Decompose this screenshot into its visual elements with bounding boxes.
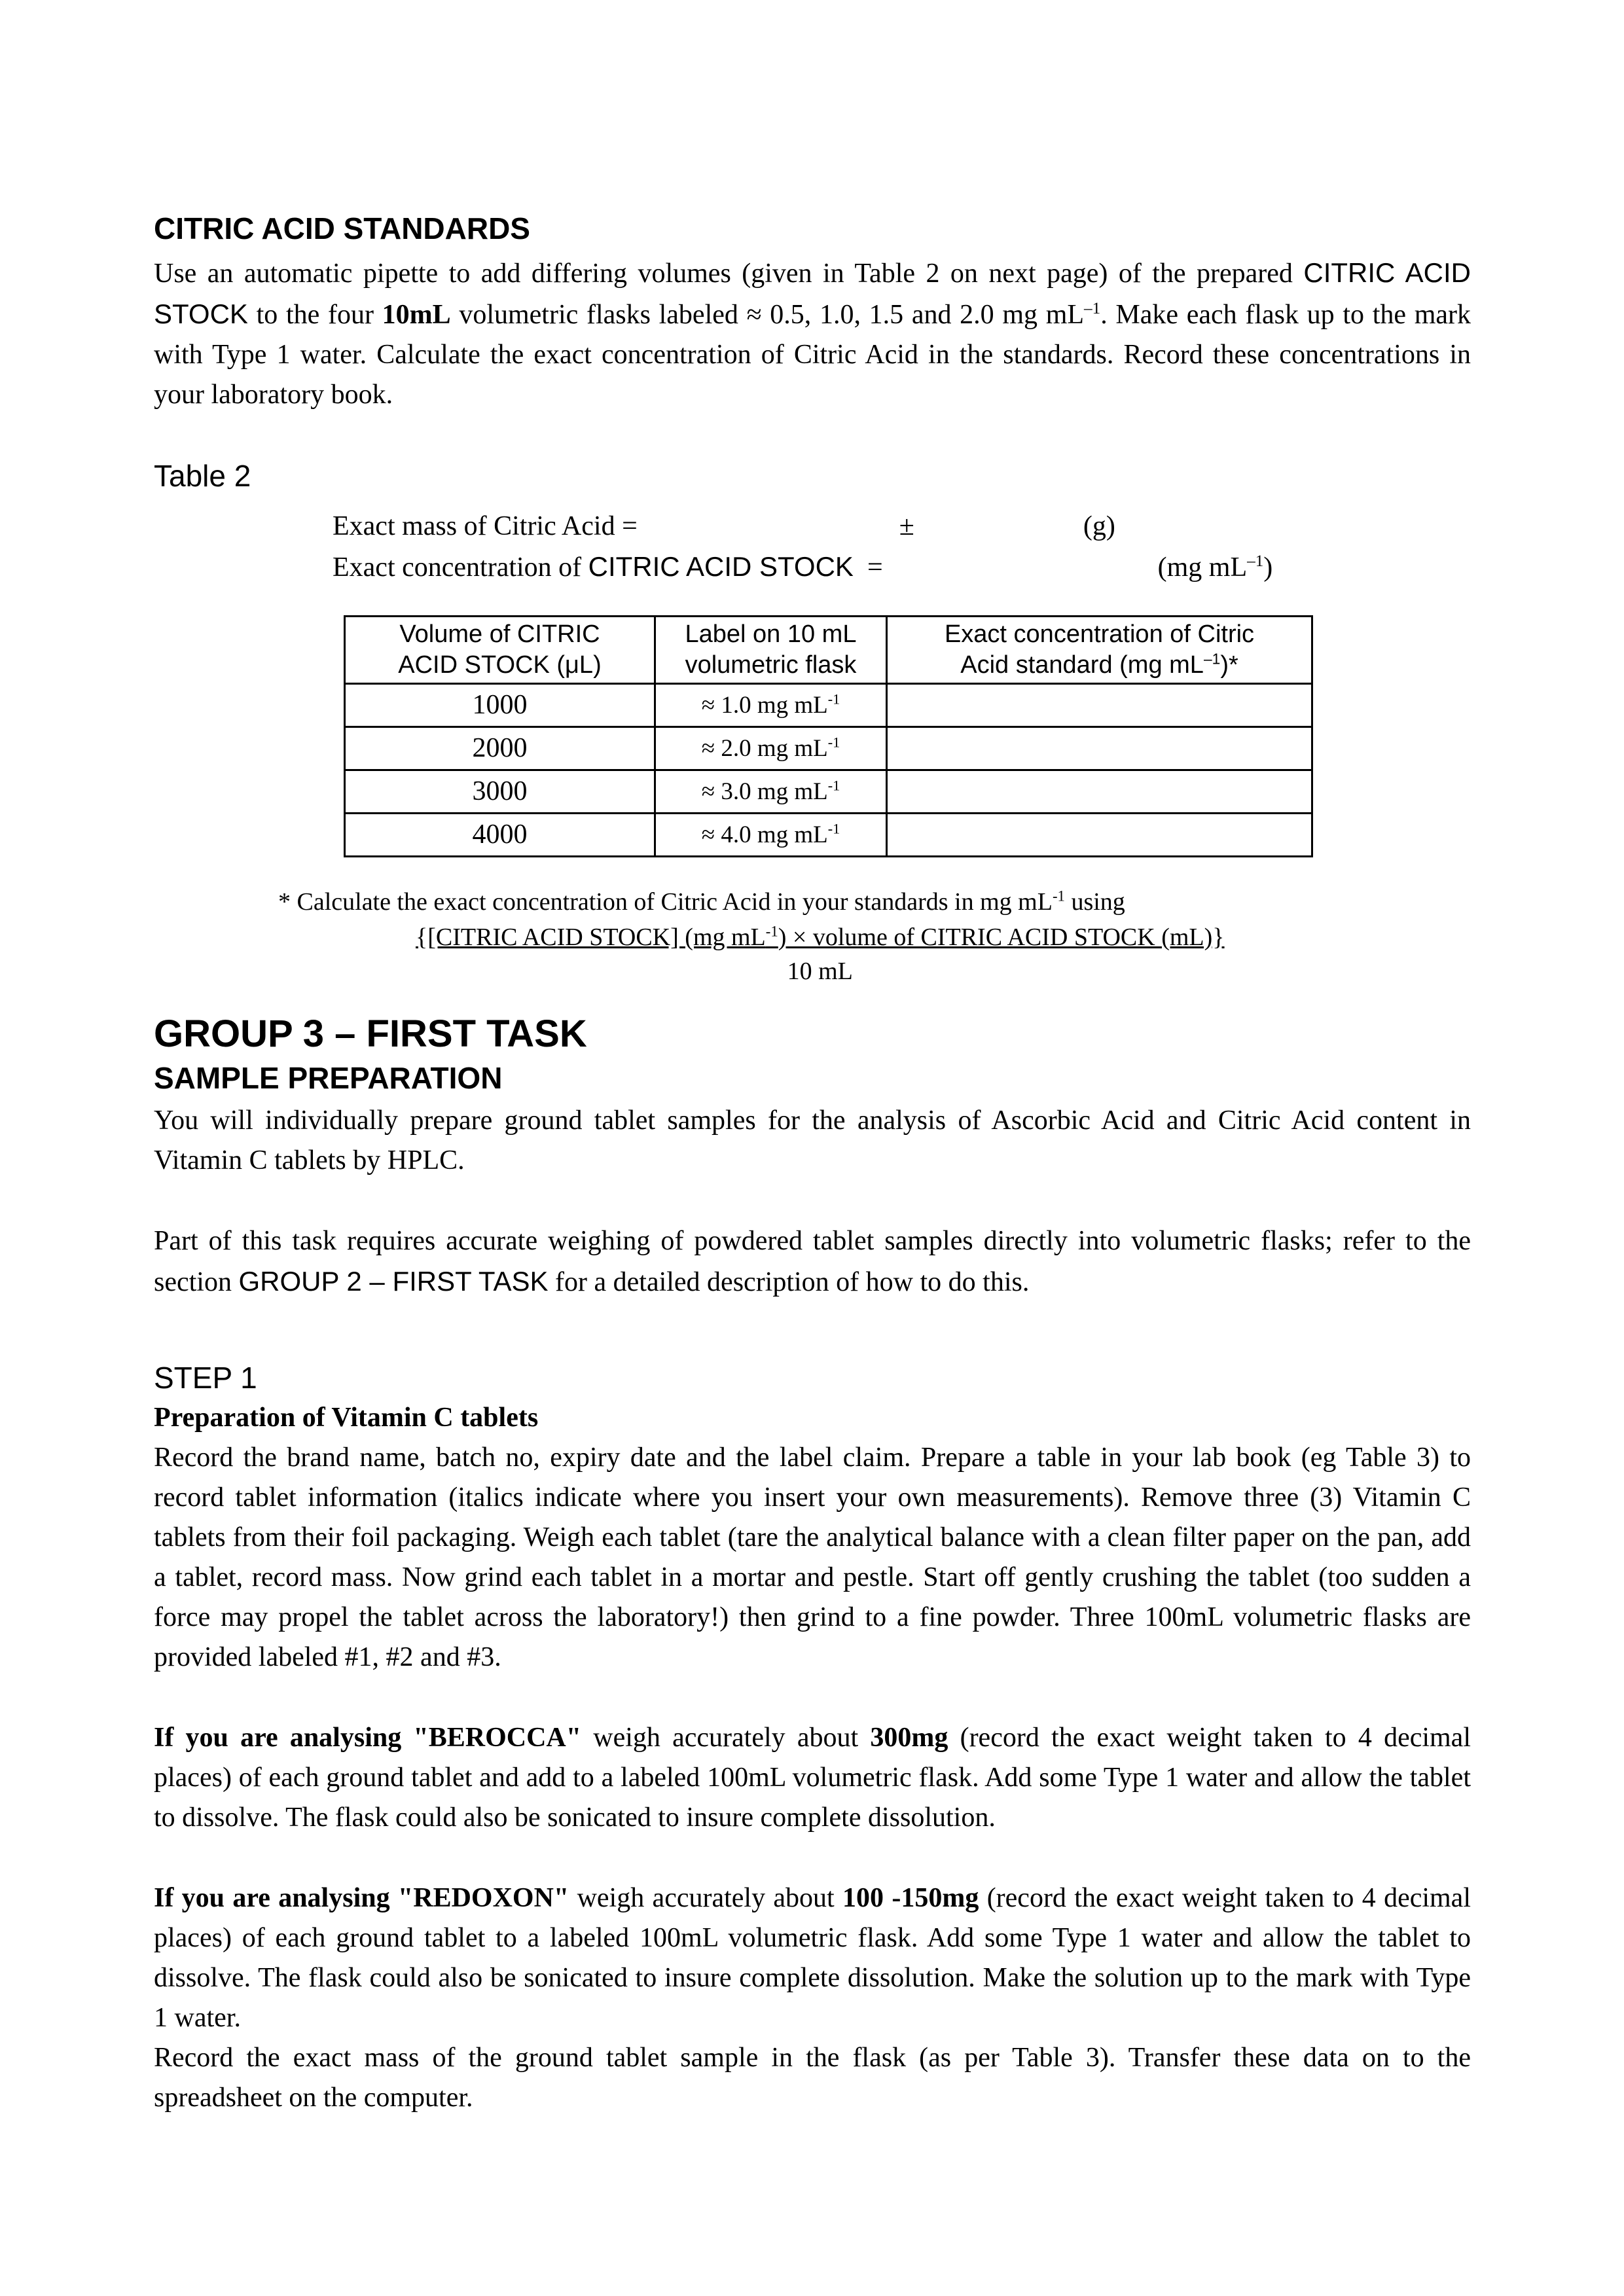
cell-flask-label: ≈ 1.0 mg $mL^{-1}$: [655, 684, 887, 727]
cell-flask-label: ≈ 2.0 mg $mL^{-1}$: [655, 727, 887, 770]
conc-unit-suffix: ): [1263, 552, 1273, 583]
table-row: [345, 727, 1312, 770]
cell-volume: 4000: [345, 814, 655, 857]
paragraph-tablet-preparation: Record the brand name, batch no, expiry date and the label claim. Prepare a table in your lab book (eg Table 3) to record tablet information (italics indicate where you insert your own measurements). Remove three (3) Vitamin C tablets from their foil packaging. Weigh each tablet (tare the analytical balance with a clean filter paper on the pan, add a tablet, record mass. Now grind each tablet in a mortar and pestle. Start off gently crushing the tablet (too sudden a force may propel the tablet across the laboratory!) then grind to a fine powder. Three 100mL volumetric flasks are provided labeled #1, #2 and #3.: [154, 1443, 1471, 1672]
heading-sample-preparation: SAMPLE PREPARATION: [154, 1061, 503, 1095]
cell-conc-blank: [887, 770, 1312, 814]
conc-unit-exponent: –1: [1247, 552, 1264, 570]
paragraph-part-of-task: Part of this task requires accurate weighing of powdered tablet samples directly into volumetric flasks; refer to the section GROUP 2 – FIRST TASK for a detailed description of how to do this.: [154, 1226, 1471, 1297]
exact-mass-label: Exact mass of Citric Acid =: [333, 511, 638, 541]
exact-concentration-line: [333, 547, 1471, 588]
citric-acid-stock-label: CITRIC ACID STOCK: [588, 551, 854, 582]
table2-header-label: Label on 10 mL volumetric flask: [655, 617, 887, 684]
concentration-formula: [416, 920, 1225, 988]
table2: [344, 615, 1313, 857]
paragraph-sample-preparation: You will individually prepare ground tablet samples for the analysis of Ascorbic Acid and Citric Acid content in Vitamin C tablets by HPLC.: [154, 1105, 1471, 1175]
cell-volume: 3000: [345, 770, 655, 814]
paragraph-berocca: If you are analysing "BEROCCA" weigh accurately about 300mg (record the exact weight taken to 4 decimal places) of each ground tablet and add to a labeled 100mL volumetric flask. Add some Type 1 water and allow the tablet to dissolve. The flask could also be sonicated to insure complete dissolution.: [154, 1723, 1471, 1833]
heading-preparation-vitamin-c-tablets: Preparation of Vitamin C tablets: [154, 1403, 539, 1433]
table2-footnote: * Calculate the exact concentration of Citric Acid in your standards in mg $mL^{-1}$ using: [278, 888, 1125, 916]
cell-conc-blank: [887, 727, 1312, 770]
exact-conc-label: Exact concentration of: [333, 552, 588, 583]
cell-conc-blank: [887, 684, 1312, 727]
formula-numerator: {[CITRIC ACID STOCK] (mg $mL^{-1}$) × volume of CITRIC ACID STOCK (mL)}: [416, 923, 1225, 951]
exact-mass-line: [333, 507, 1471, 547]
table-row: [345, 814, 1312, 857]
table-row: [345, 770, 1312, 814]
table2-header-conc: Exact concentration of Citric Acid standard (mg $mL^{-1})*$: [887, 617, 1312, 684]
table-row: [345, 684, 1312, 727]
exact-mass-unit: (g): [1083, 511, 1115, 541]
cell-volume: 2000: [345, 727, 655, 770]
paragraph-citric-intro: Use an automatic pipette to add differing volumes (given in Table 2 on next page) of the prepared CITRIC ACID STOCK to the four 10mL volumetric flasks labeled ≈ 0.5, 1.0, 1.5 and 2.0 mg $mL^{-1}$. Make each flask up to the mark with Type 1 water. Calculate the exact concentration of Citric Acid in the standards. Record these concentrations in your laboratory book.: [154, 257, 1471, 410]
table2-caption: Table 2: [154, 459, 251, 493]
equals-sign: =: [853, 552, 883, 583]
conc-unit-prefix: (mg mL: [1157, 552, 1248, 583]
cell-conc-blank: [887, 814, 1312, 857]
table2-header-row: [345, 617, 1312, 684]
step1-label: STEP 1: [154, 1361, 257, 1395]
cell-flask-label: ≈ 3.0 mg $mL^{-1}$: [655, 770, 887, 814]
plus-minus-symbol: ±: [899, 511, 914, 541]
cell-flask-label: ≈ 4.0 mg $mL^{-1}$: [655, 814, 887, 857]
cell-volume: 1000: [345, 684, 655, 727]
paragraph-redoxon: If you are analysing "REDOXON" weigh accurately about 100 -150mg (record the exact weight taken to 4 decimal places) of each ground tablet to a labeled 100mL volumetric flask. Add some Type 1 water and allow the tablet to dissolve. The flask could also be sonicated to insure complete dissolution. Make the solution up to the mark with Type 1 water. Record the exact mass of the ground tablet sample in the flask (as per Table 3). Transfer these data on to the spreadsheet on the computer.: [154, 1883, 1471, 2113]
formula-denominator: 10 mL: [787, 958, 853, 985]
table2-header-volume: Volume of CITRIC ACID STOCK (μL): [345, 617, 655, 684]
heading-group3-first-task: GROUP 3 – FIRST TASK: [154, 1013, 587, 1055]
heading-citric-acid-standards: CITRIC ACID STANDARDS: [154, 211, 530, 245]
